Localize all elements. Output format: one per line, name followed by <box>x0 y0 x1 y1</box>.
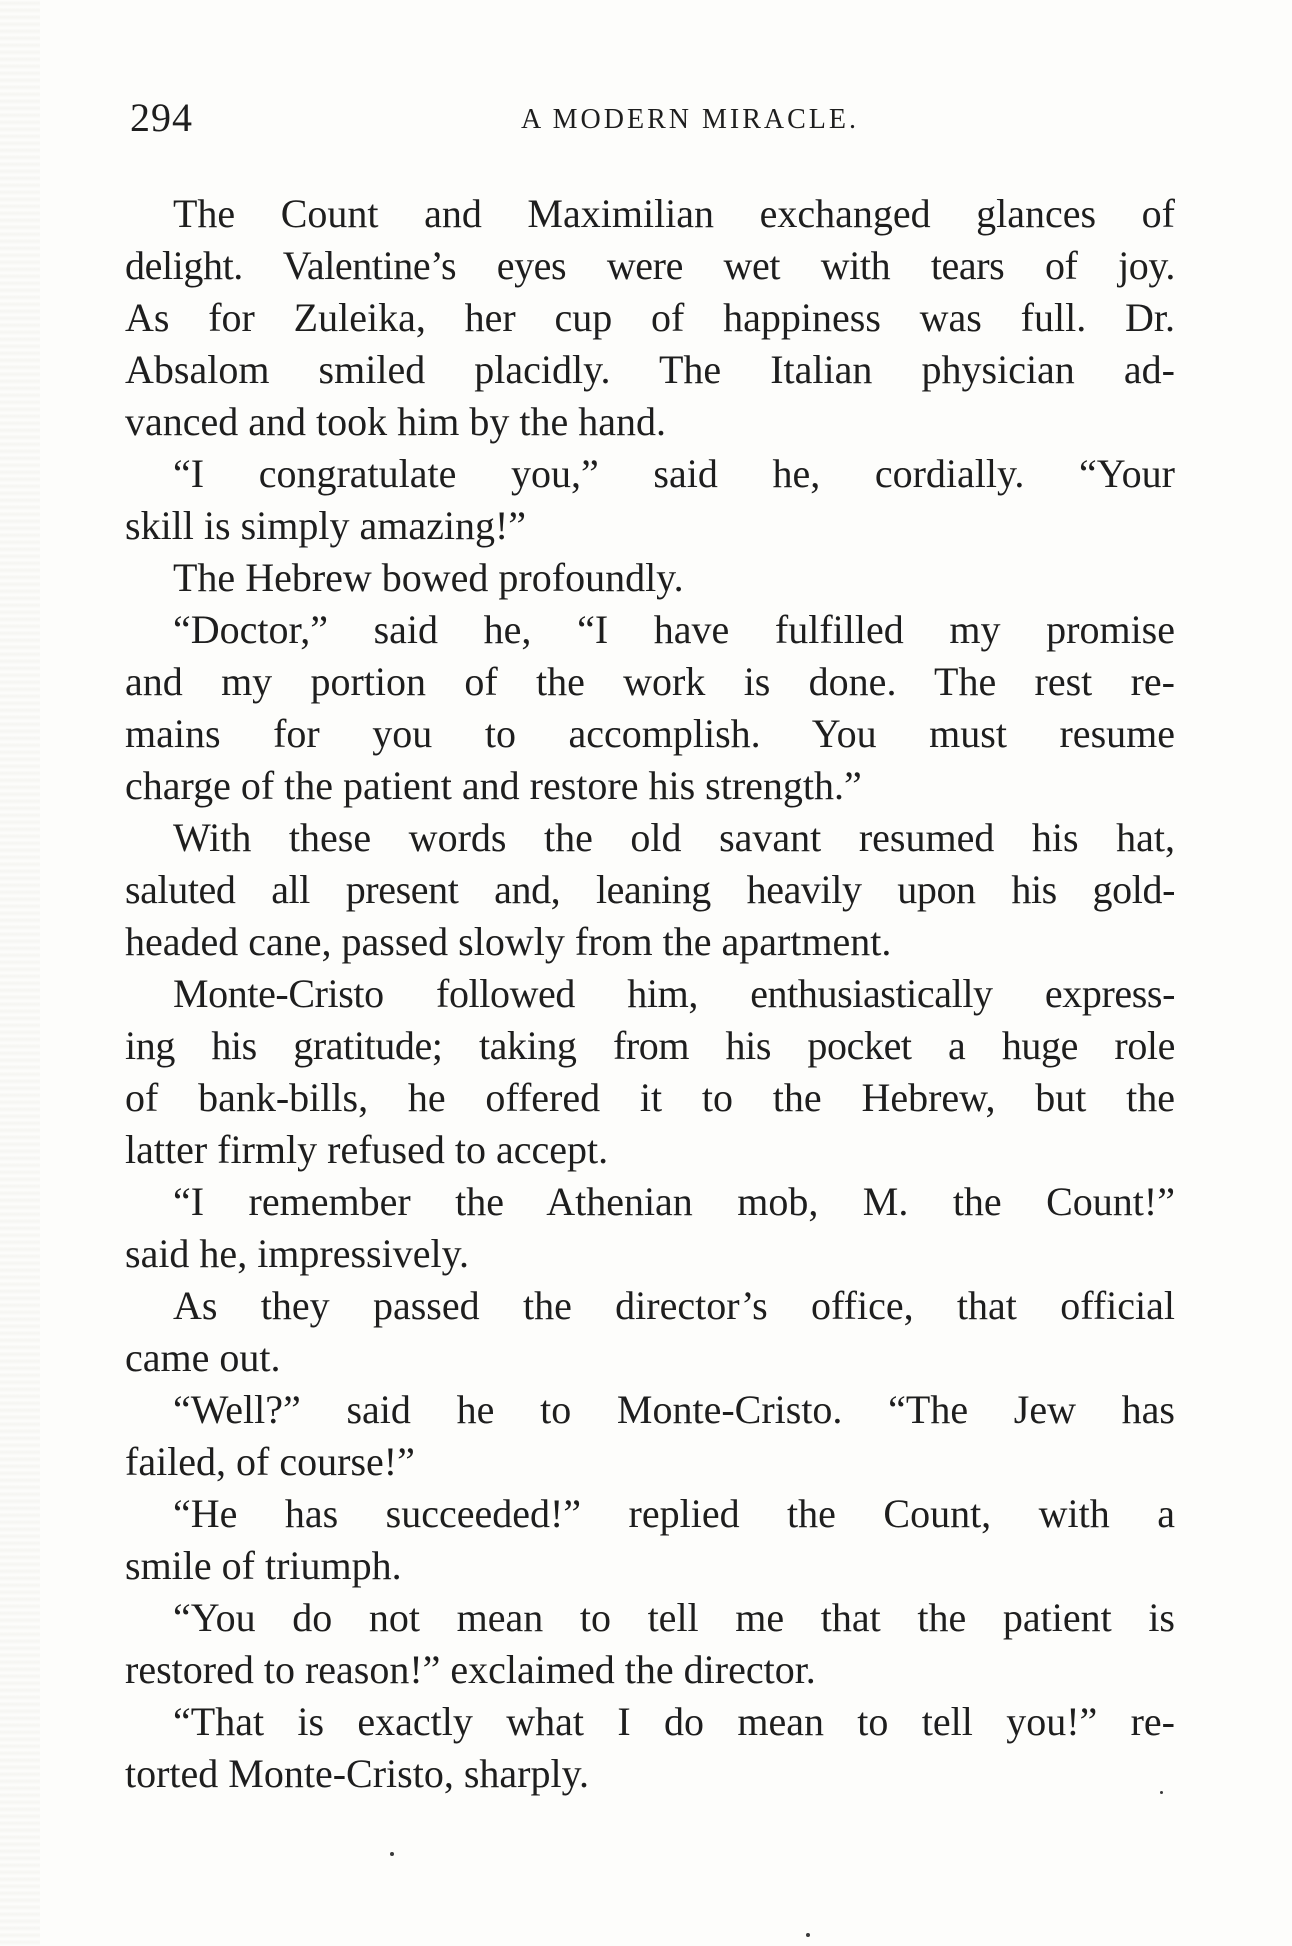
text-line: With these words the old savant resumed his hat, <box>173 815 1175 860</box>
text-line: said he, impressively. <box>125 1231 470 1276</box>
text-line: The Hebrew bowed profoundly. <box>173 555 684 600</box>
text-line: delight. Valentine’s eyes were wet with tears of joy. <box>125 243 1175 288</box>
text-line: “Doctor,” said he, “I have fulfilled my promise <box>173 607 1175 652</box>
text-line: vanced and took him by the hand. <box>125 399 666 444</box>
text-line: came out. <box>125 1335 281 1380</box>
text-line: Monte-Cristo followed him, enthusiastically express- <box>173 971 1175 1016</box>
print-speck <box>390 1852 394 1856</box>
text-line: restored to reason!” exclaimed the director. <box>125 1647 816 1692</box>
text-line: headed cane, passed slowly from the apartment. <box>125 919 892 964</box>
text-line: “He has succeeded!” replied the Count, with a <box>173 1491 1175 1536</box>
page-edge-shadow <box>0 0 40 1946</box>
text-line: smile of triumph. <box>125 1543 402 1588</box>
text-line: torted Monte-Cristo, sharply. <box>125 1751 590 1796</box>
text-line: As for Zuleika, her cup of happiness was full. Dr. <box>125 295 1175 340</box>
text-line: of bank-bills, he offered it to the Hebrew, but the <box>125 1075 1175 1120</box>
text-line: failed, of course!” <box>125 1439 415 1484</box>
text-line: “I congratulate you,” said he, cordially. “Your <box>173 451 1175 496</box>
text-line: and my portion of the work is done. The rest re- <box>125 659 1175 704</box>
text-line: Absalom smiled placidly. The Italian physician ad- <box>125 347 1175 392</box>
text-line: mains for you to accomplish. You must resume <box>125 711 1175 756</box>
body-text <box>125 188 1175 1800</box>
print-speck <box>806 1933 810 1937</box>
text-line: As they passed the director’s office, that official <box>173 1283 1175 1328</box>
text-line: saluted all present and, leaning heavily upon his gold- <box>125 867 1175 912</box>
text-line: ing his gratitude; taking from his pocket a huge role <box>125 1023 1175 1068</box>
text-line: The Count and Maximilian exchanged glances of <box>173 191 1175 236</box>
page-header <box>130 90 1190 150</box>
text-line: “That is exactly what I do mean to tell you!” re- <box>173 1699 1175 1744</box>
text-line: charge of the patient and restore his strength.” <box>125 763 862 808</box>
text-line: “Well?” said he to Monte-Cristo. “The Jew has <box>173 1387 1175 1432</box>
print-speck <box>1160 1791 1163 1794</box>
page-number: 294 <box>130 95 193 140</box>
text-line: “You do not mean to tell me that the patient is <box>173 1595 1175 1640</box>
running-title: A MODERN MIRACLE. <box>520 104 859 135</box>
text-line: skill is simply amazing!” <box>125 503 527 548</box>
text-line: “I remember the Athenian mob, M. the Count!” <box>173 1179 1175 1224</box>
text-line: latter firmly refused to accept. <box>125 1127 609 1172</box>
